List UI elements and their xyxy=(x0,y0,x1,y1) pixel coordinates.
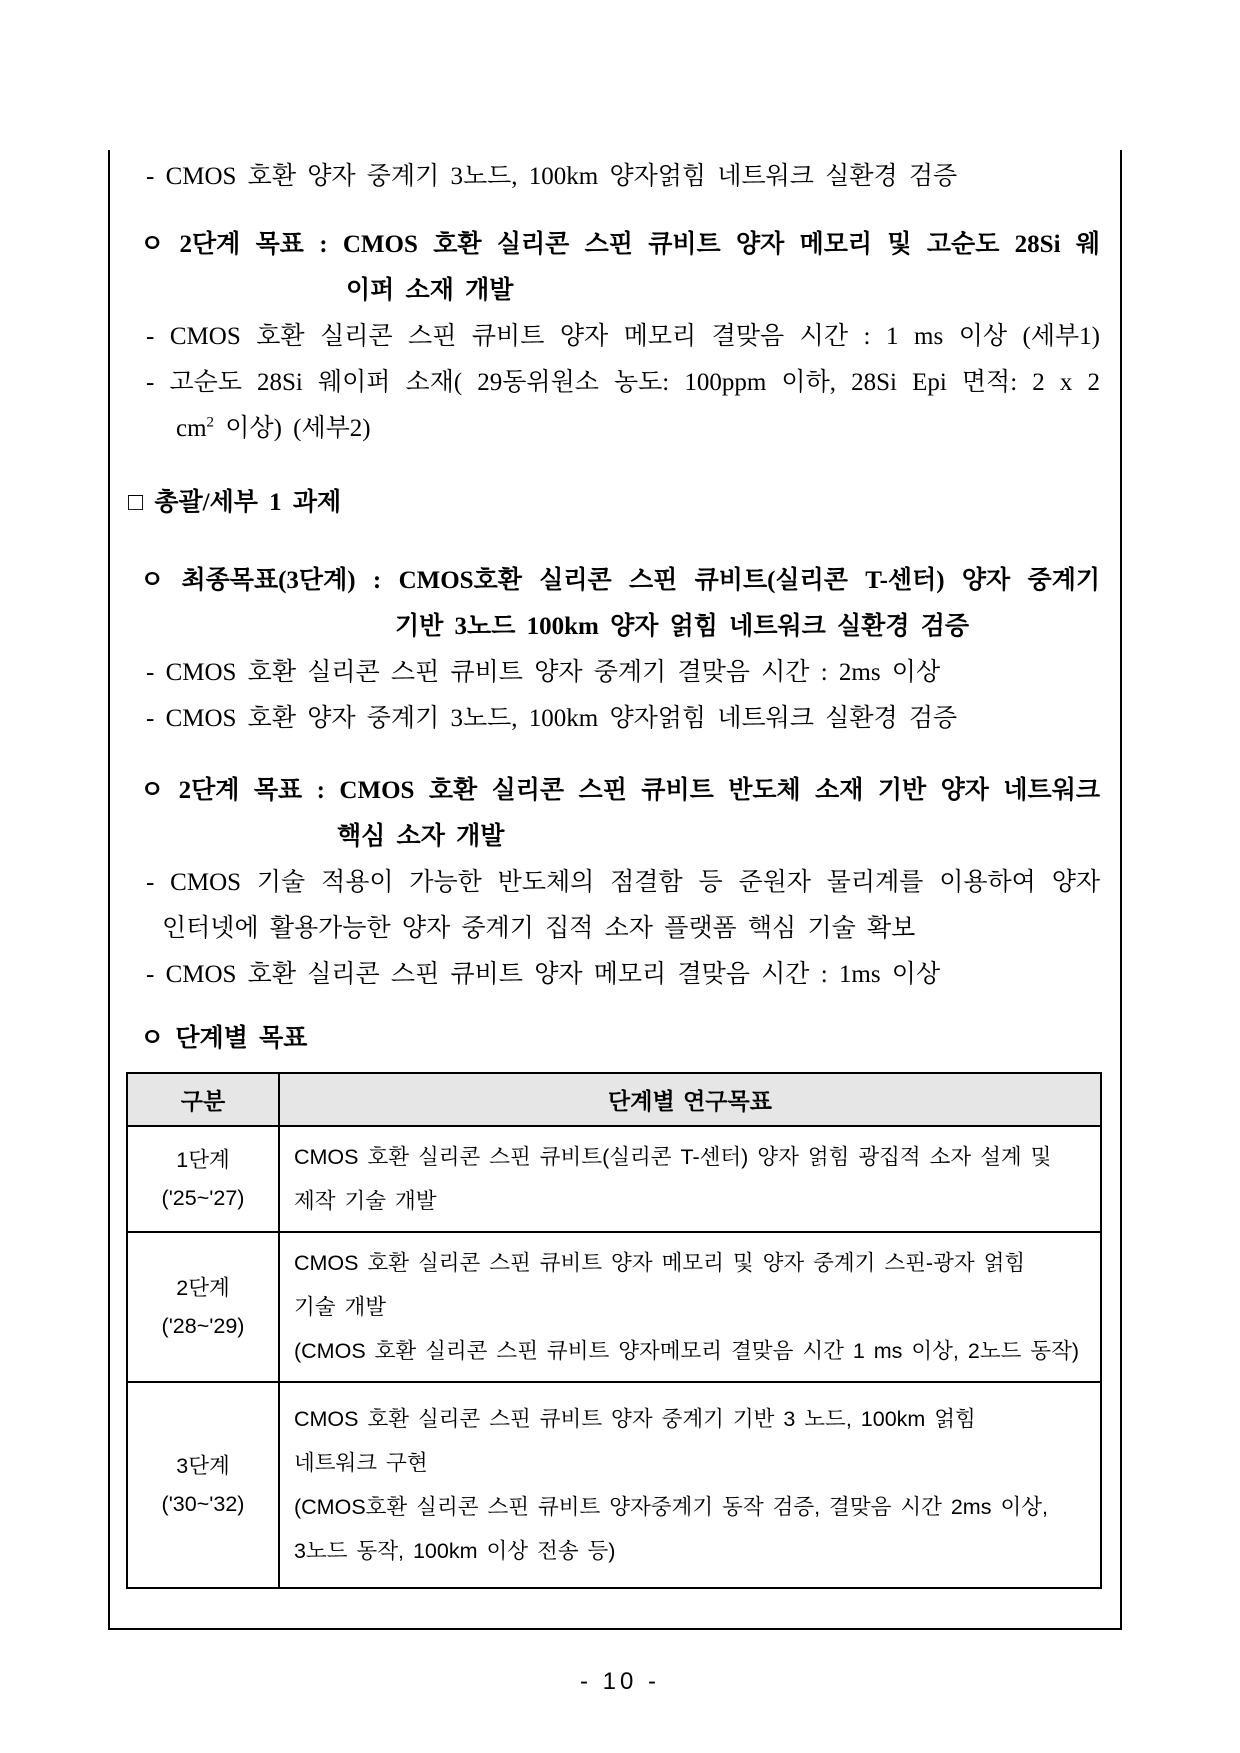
stage1-label-cell xyxy=(127,1126,279,1232)
table-header-division: 구분 xyxy=(127,1073,279,1126)
content-border-box xyxy=(108,150,1122,1630)
stage2-name: 2단계 xyxy=(176,1276,230,1300)
wafer-unit-text: cm xyxy=(176,415,207,442)
relay-coherence-line: - CMOS 호환 실리콘 스핀 큐비트 양자 중계기 결맞음 시간 : 2ms 이상 xyxy=(146,659,941,686)
table-header-research-goal: 단계별 연구목표 xyxy=(279,1073,1101,1126)
stage1-name: 1단계 xyxy=(176,1148,230,1172)
stage3-goal-line: 3노드 동작, 100km 이상 전송 등) xyxy=(294,1539,616,1563)
stage1-period: ('25~'27) xyxy=(161,1186,245,1210)
stage3-goal-line: 네트워크 구현 xyxy=(294,1451,428,1475)
stage2-goal-line: CMOS 호환 실리콘 스핀 큐비트 양자 메모리 및 양자 중계기 스핀-광자 얽힘 xyxy=(294,1251,1026,1275)
table-row-stage1 xyxy=(127,1126,1101,1232)
stage-goal-table xyxy=(126,1072,1102,1589)
stage2-device-goal-line1: ㅇ 2단계 목표 : CMOS 호환 실리콘 스핀 큐비트 반도체 소재 기반 양자 네트워크 xyxy=(140,777,1100,804)
stage1-goal-cell xyxy=(279,1126,1101,1232)
overall-section-title: □ 총괄/세부 1 과제 xyxy=(128,489,342,516)
stage-goal-title: ㅇ 단계별 목표 xyxy=(140,1025,308,1052)
stage2-label-cell xyxy=(127,1232,279,1382)
platform-secure-paragraph xyxy=(110,860,1100,952)
stage-goal-table-header xyxy=(127,1073,1101,1126)
stage3-label-cell xyxy=(127,1382,279,1588)
stage2-device-goal-line2: 핵심 소자 개발 xyxy=(337,823,505,850)
stage2-period: ('28~'29) xyxy=(161,1314,245,1338)
wafer-detail2-rest: 이상) (세부2) xyxy=(214,415,371,442)
stage2-device-goal-paragraph xyxy=(110,768,1100,860)
stage3-period: ('30~'32) xyxy=(161,1492,245,1516)
wafer-detail2-paragraph xyxy=(110,360,1100,452)
page-number: - 10 - xyxy=(579,1668,660,1695)
memory-coherence-line: - CMOS 호환 실리콘 스핀 큐비트 양자 메모리 결맞음 시간 : 1ms 이상 xyxy=(146,961,941,988)
final-goal-paragraph xyxy=(110,558,1100,650)
stage3-goal-line: CMOS 호환 실리콘 스핀 큐비트 양자 중계기 기반 3 노드, 100km 얽힘 xyxy=(294,1407,976,1431)
platform-secure-line2: 인터넷에 활용가능한 양자 중계기 집적 소자 플랫폼 핵심 기술 확보 xyxy=(162,915,916,942)
table-row-stage2 xyxy=(127,1232,1101,1382)
stage1-goal-line: CMOS 호환 실리콘 스핀 큐비트(실리콘 T-센터) 양자 얽힘 광집적 소자 설계 및 xyxy=(294,1145,1052,1169)
stage3-name: 3단계 xyxy=(176,1454,230,1478)
stage2-wafer-goal-line1: ㅇ 2단계 목표 : CMOS 호환 실리콘 스핀 큐비트 양자 메모리 및 고순도 28Si 웨 xyxy=(140,231,1100,258)
platform-secure-line1: - CMOS 기술 적용이 가능한 반도체의 점결함 등 준원자 물리계를 이용하여 양자 xyxy=(146,869,1100,896)
stage3-goal-cell xyxy=(279,1382,1101,1588)
stage2-goal-line: 기술 개발 xyxy=(294,1295,387,1319)
network-verify-line: - CMOS 호환 양자 중계기 3노드, 100km 양자얽힘 네트워크 실환경 검증 xyxy=(146,705,958,732)
memory-detail1-line: - CMOS 호환 실리콘 스핀 큐비트 양자 메모리 결맞음 시간 : 1 ms 이상 (세부1) xyxy=(146,323,1100,350)
stage2-wafer-goal-line2: 이퍼 소재 개발 xyxy=(346,277,514,304)
table-row-stage3 xyxy=(127,1382,1101,1588)
final-goal-line2: 기반 3노드 100km 양자 얽힘 네트워크 실환경 검증 xyxy=(395,613,970,640)
stage3-goal-line: (CMOS호환 실리콘 스핀 큐비트 양자중계기 동작 검증, 결맞음 시간 2ms 이상, xyxy=(294,1495,1048,1519)
stage1-goal-line: 제작 기술 개발 xyxy=(294,1189,437,1213)
wafer-unit-superscript: 2 xyxy=(206,414,215,431)
stage2-wafer-goal-paragraph xyxy=(110,222,1100,314)
wafer-detail2-line1: - 고순도 28Si 웨이퍼 소재( 29동위원소 농도: 100ppm 이하, 28Si Epi 면적: 2 x 2 xyxy=(146,369,1100,396)
final-goal-line1: ㅇ 최종목표(3단계) : CMOS호환 실리콘 스핀 큐비트(실리콘 T-센터) 양자 중계기 xyxy=(140,567,1100,594)
wafer-detail2-line2 xyxy=(176,406,1100,452)
stage2-goal-line: (CMOS 호환 실리콘 스핀 큐비트 양자메모리 결맞음 시간 1 ms 이상, 2노드 동작) xyxy=(294,1339,1080,1363)
intro-verify-line: - CMOS 호환 양자 중계기 3노드, 100km 양자얽힘 네트워크 실환경 검증 xyxy=(146,163,958,190)
stage2-goal-cell xyxy=(279,1232,1101,1382)
